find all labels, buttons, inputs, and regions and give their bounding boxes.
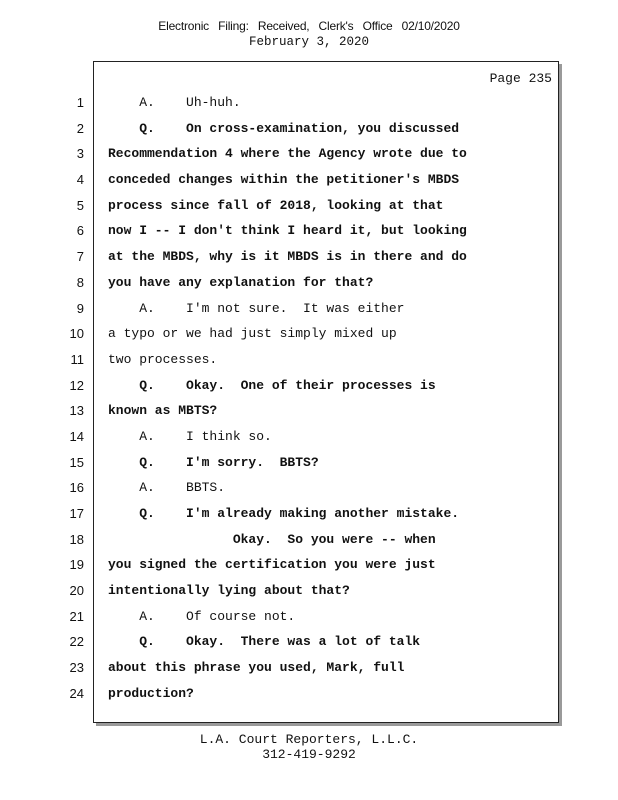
question-text: Recommendation 4 where the Agency wrote due to [108, 146, 467, 162]
line-number: 9 [76, 300, 84, 316]
line-number: 5 [76, 197, 84, 213]
line-number: 15 [69, 454, 84, 470]
transcript-line [0, 116, 618, 142]
line-number: 7 [76, 249, 84, 265]
transcript-line [0, 475, 618, 501]
electronic-filing-stamp: Electronic Filing: Received, Clerk's Office 02/10/2020 [158, 19, 460, 33]
transcript-line [0, 501, 618, 527]
transcript-line [0, 681, 618, 707]
question-text: now I -- I don't think I heard it, but looking [108, 223, 467, 239]
transcript-line [0, 296, 618, 322]
line-number: 14 [69, 428, 84, 444]
line-number: 23 [69, 660, 84, 676]
line-number: 10 [69, 326, 84, 342]
transcript-line [0, 373, 618, 399]
line-number: 18 [69, 531, 84, 547]
question-text: Q. On cross-examination, you discussed [108, 120, 460, 136]
transcript-line [0, 90, 618, 116]
line-number: 12 [69, 377, 84, 393]
line-number: 1 [76, 95, 84, 110]
transcript-lines [0, 90, 618, 707]
line-number: 3 [76, 146, 84, 162]
question-text: intentionally lying about that? [108, 583, 350, 599]
question-text: Okay. So you were -- when [108, 531, 436, 547]
question-text: Q. Okay. One of their processes is [108, 377, 436, 393]
transcript-line [0, 270, 618, 296]
line-number: 19 [69, 557, 84, 573]
question-text: you signed the certification you were just [108, 557, 436, 573]
question-text: at the MBDS, why is it MBDS is in there and do [108, 249, 467, 265]
transcript-line [0, 244, 618, 270]
question-text: you have any explanation for that? [108, 274, 374, 290]
hearing-date: February 3, 2020 [248, 35, 370, 49]
answer-text: A. Uh-huh. [108, 95, 241, 110]
transcript-line [0, 347, 618, 373]
question-text: process since fall of 2018, looking at that [108, 197, 444, 213]
transcript-line [0, 141, 618, 167]
answer-text: A. Of course not. [108, 608, 296, 624]
line-number: 13 [69, 403, 84, 419]
line-number: 17 [69, 506, 84, 521]
answer-text: A. BBTS. [108, 480, 226, 496]
question-text: production? [108, 685, 194, 701]
line-number: 11 [70, 351, 84, 367]
transcript-line [0, 604, 618, 630]
line-number: 22 [69, 634, 84, 650]
court-reporter-phone: 312-419-9292 [262, 747, 356, 762]
question-text: about this phrase you used, Mark, full [108, 660, 405, 676]
answer-text: two processes. [108, 351, 218, 367]
transcript-line [0, 552, 618, 578]
line-number: 24 [69, 685, 84, 701]
transcript-line [0, 424, 618, 450]
transcript-line [0, 321, 618, 347]
transcript-line [0, 527, 618, 553]
line-number: 20 [69, 583, 84, 599]
question-text: Q. Okay. There was a lot of talk [108, 634, 421, 650]
question-text: known as MBTS? [108, 403, 218, 419]
answer-text: A. I'm not sure. It was either [108, 300, 405, 316]
line-number: 16 [69, 480, 84, 496]
transcript-line [0, 398, 618, 424]
line-number: 8 [76, 274, 84, 290]
transcript-line [0, 578, 618, 604]
page-number: Page 235 [489, 71, 552, 86]
transcript-line [0, 193, 618, 219]
line-number: 4 [76, 172, 84, 188]
answer-text: a typo or we had just simply mixed up [108, 326, 397, 342]
question-text: Q. I'm sorry. BBTS? [108, 454, 319, 470]
line-number: 2 [76, 120, 84, 136]
transcript-line [0, 629, 618, 655]
answer-text: A. I think so. [108, 428, 272, 444]
line-number: 21 [69, 608, 84, 624]
transcript-line [0, 655, 618, 681]
court-reporter-firm: L.A. Court Reporters, L.L.C. [199, 732, 419, 747]
transcript-line [0, 167, 618, 193]
question-text: conceded changes within the petitioner's MBDS [108, 172, 460, 188]
question-text: Q. I'm already making another mistake. [108, 506, 460, 521]
transcript-line [0, 450, 618, 476]
transcript-line [0, 218, 618, 244]
line-number: 6 [76, 223, 84, 239]
